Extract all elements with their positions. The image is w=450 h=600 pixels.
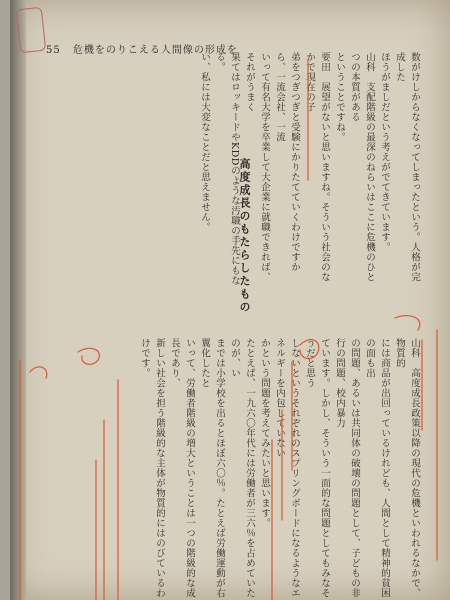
page-gutter-shadow	[10, 0, 26, 600]
text-line: い、私には大変なことだと思えません。	[199, 52, 210, 232]
text-line: たとえば、一九六〇年代には労働者が三六％を占めていたのが、い	[229, 338, 255, 598]
text-line: までは小学校を出るとほぼ六〇％。たとえば労働運動が右翼化したと	[199, 338, 225, 598]
text-line: 果てはロッキードやKDDのような汚職の手先にもなる。	[214, 52, 240, 286]
text-line: には商品が出回っているけれども、人間として精神的貧困の面も出	[364, 338, 390, 598]
text-line: いって有名大学を卒業して大企業に就職できれば、それがうまく	[244, 52, 270, 282]
text-line: いって、労働者階級の増大ということは一つの階級的な成長であり、	[169, 338, 195, 598]
text-line: 山科 支配階級の最深のねらいはここに危機のひとつの本質がある	[349, 52, 375, 282]
text-column-top	[199, 52, 422, 290]
text-line: ほうがましだという考えがでてきています。	[379, 52, 390, 252]
text-line: 山科 高度成長政策以降の現代の危機といわれるなかで、物質的	[394, 338, 420, 598]
section-heading: 高度成長のもたらしたもの	[238, 158, 251, 314]
text-line: 新しい社会を担う階級的な主体が物質的にはのびているわけです。	[139, 338, 165, 598]
text-line: 弟をつぎつぎと受験にかりたてていくわけですから、一流会社、一流	[274, 52, 300, 272]
text-line: ということですね。	[334, 52, 345, 142]
page-number: 55	[46, 45, 61, 56]
text-line: 数がけしからなくなってしまったという。人格が完成した	[394, 52, 420, 282]
text-line: ています。しかし、そういう一面的な問題としてもみなそうだと思う	[304, 338, 330, 598]
text-line: の問題、あるいは共同体の破壊の問題として、子どもの非行の問題、校内暴力	[334, 338, 360, 598]
library-stamp	[16, 7, 46, 53]
running-head-title: 危機をのりこえる人間像の形成を	[72, 45, 238, 56]
text-column-bottom	[62, 338, 422, 600]
text-line: しないというそれぞれのスプリングボードになるようなエネルギーを内包していない	[274, 338, 300, 598]
text-line: かという問題を考えてみたいと思います。	[259, 338, 270, 528]
text-line: 要田 展望がないと思いますね。そういう社会のなかで現在の子	[304, 52, 330, 282]
